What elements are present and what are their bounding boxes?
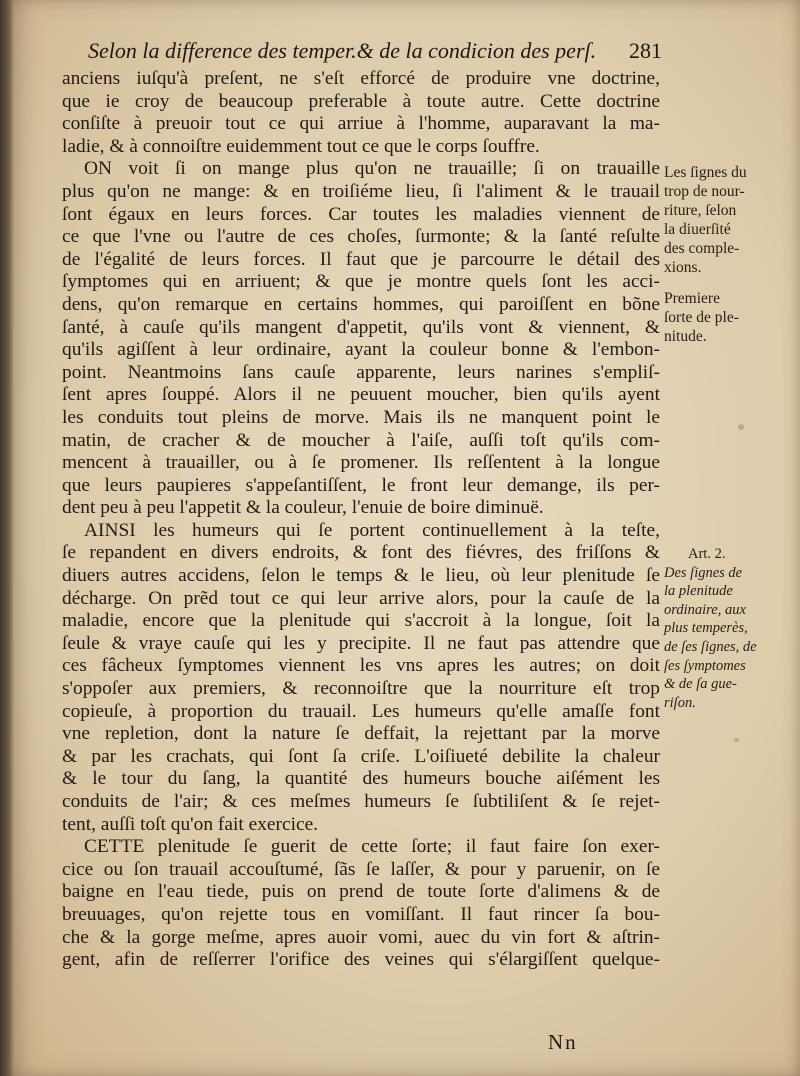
text-line: matin, de cracher & de moucher à l'aiſe, auſſi toſt qu'ils com- — [62, 429, 660, 451]
text-line: copieuſe, à proportion du trauail. Les humeurs qu'elle amaſſe font — [62, 700, 660, 722]
text-line: maladie, encore que la plenitude qui s'accroit à la longue, ſoit la — [62, 610, 660, 632]
signature-mark: Nn — [548, 1030, 578, 1054]
margin-note-line: des comple- — [664, 240, 740, 257]
margin-note-line: plus temperès, — [664, 620, 748, 637]
text-line: ſont égaux en leurs forces. Car toutes les maladies viennent de — [62, 203, 660, 225]
text-line: dens, qu'on remarque en certains hommes, qui paroiſſent en bõne — [62, 293, 660, 315]
margin-note-line: nitude. — [664, 328, 707, 345]
text-line: gent, afin de reſſerrer l'orifice des veines qui s'élargiſſent quelque- — [62, 949, 660, 971]
margin-note-line: ordinaire, aux — [664, 601, 746, 618]
margin-note-line: & de ſa gue- — [664, 676, 737, 693]
text-line: qu'ils agiſſent à leur ordinaire, ayant la couleur bonne & l'embon- — [62, 339, 660, 361]
text-line: ces fâcheux ſymptomes viennent les vns apres les autres; on doit — [62, 655, 660, 677]
running-title: Selon la difference des temper.& de la condicion des perſ. — [88, 38, 597, 63]
margin-note-line: riture, ſelon — [664, 202, 737, 219]
text-line: que leurs paupieres s'appeſantiſſent, le front leur demange, ils per- — [62, 474, 660, 496]
margin-note-line: la diuerſité — [664, 221, 731, 238]
margin-note-line: xions. — [664, 259, 702, 276]
margin-note-line: Premiere — [664, 290, 720, 307]
margin-note-line: ſorte de ple- — [664, 309, 739, 326]
text-line: ſeule & vraye cauſe qui les y precipite. Il ne faut pas attendre que — [62, 632, 660, 654]
article-label: Art. 2. — [688, 546, 726, 562]
text-line: & par les crachats, qui ſont ſa criſe. L'oiſiueté debilite la chaleur — [62, 745, 660, 767]
margin-note-line: Des ſignes de — [664, 564, 743, 581]
margin-note-line: la plenitude — [664, 583, 733, 600]
main-text-block — [62, 68, 660, 972]
text-line: de l'égalité de leurs forces. Il faut que je parcourre le détail des — [62, 248, 660, 270]
text-line: AINSI les humeurs qui ſe portent continuellement à la teſte, — [84, 519, 660, 541]
margin-note-line: ſes ſymptomes — [664, 657, 746, 674]
text-line: CETTE plenitude ſe guerit de cette ſorte; il faut faire ſon exer- — [84, 836, 660, 858]
text-line: & le tour du ſang, la quantité des humeurs bouche aiſément les — [62, 768, 660, 790]
text-line: ſent apres ſouppé. Alors il ne peuuent moucher, bien qu'ils ayent — [62, 384, 660, 406]
text-line: breuuages, qu'on rejette tous en vomiſſant. Il faut rincer ſa bou- — [62, 903, 660, 925]
text-line: tent, auſſi toſt qu'on fait exercice. — [62, 813, 319, 835]
text-line: vne repletion, dont la nature ſe deffait, la rejettant par la morve — [62, 723, 660, 745]
binding-gutter — [0, 0, 14, 1076]
text-line: que ie croy de beaucoup preferable à toute autre. Cette doctrine — [62, 90, 660, 112]
text-line: ſanté, à cauſe qu'ils mangent d'appetit, qu'ils vont & viennent, & — [62, 316, 660, 338]
paper-stain — [738, 424, 744, 430]
text-line: baigne en l'eau tiede, puis on prend de toute ſorte d'alimens & de — [62, 881, 660, 903]
page-number: 281 — [629, 38, 662, 63]
text-line: ladie, & à connoiſtre euidemment tout ce que le corps ſouffre. — [62, 135, 540, 157]
text-line: point. Neantmoins ſans cauſe apparente, leurs narines s'empliſ- — [62, 361, 660, 383]
margin-note-line: Les ſignes du — [664, 164, 747, 181]
text-line: ON voit ſi on mange plus qu'on ne trauaille; ſi on trauaille — [84, 158, 660, 180]
text-line: s'oppoſer aux premiers, & reconnoiſtre que la nourriture eſt trop — [62, 678, 660, 700]
text-line: décharge. On prẽd tout ce qui leur arrive alors, pour la cauſe de la — [62, 587, 660, 609]
text-line: conduits de l'air; & ces meſmes humeurs ſe ſubtiliſent & ſe rejet- — [62, 791, 660, 812]
text-line: che & la gorge meſme, apres auoir vomi, auec du vin fort & aſtrin- — [62, 926, 660, 948]
text-line: ſymptomes qui en arriuent; & que je montre quels ſont les acci- — [62, 271, 660, 293]
text-line: diuers autres accidens, ſelon le temps & le lieu, où leur plenitude ſe — [62, 565, 660, 587]
margin-note-first-kind-of-plenitude — [664, 289, 794, 346]
margin-note-line: riſon. — [664, 694, 696, 711]
margin-note-article-2 — [664, 545, 794, 712]
text-line: mencent à trauailler, ou à ſe promener. Ils reſſentent à la longue — [62, 452, 660, 474]
text-line: ce que l'vne ou l'autre de ces choſes, ſurmonte; & la ſanté reſulte — [62, 226, 660, 248]
margin-note-line: de ſes ſignes, de — [664, 638, 757, 655]
text-line: plus qu'on ne mange: & en troiſiéme lieu, ſi l'aliment & le trauail — [62, 180, 660, 202]
running-header — [88, 38, 662, 72]
text-line: ſe repandent en divers endroits, & font des fiévres, des friſſons & — [62, 542, 660, 564]
text-line: dent peu à peu l'appetit & la couleur, l'enuie de boire diminuë. — [62, 497, 544, 519]
text-line: anciens iuſqu'à preſent, ne s'eſt efforcé de produire vne doctrine, — [62, 68, 660, 89]
text-line: conſiſte à preuoir tout ce qui arriue à l'homme, auparavant la ma- — [62, 113, 660, 135]
margin-note-signs-of-excess-nourishment — [664, 163, 794, 277]
text-line: cice ou ſon trauail accouſtumé, ſãs ſe laſſer, & pour y paruenir, on ſe — [62, 858, 660, 880]
article-2-summary — [664, 564, 794, 713]
text-line: les conduits tout pleins de morve. Mais ils ne manquent point le — [62, 406, 660, 428]
margin-note-line: trop de nour- — [664, 183, 745, 200]
paper-stain — [734, 738, 739, 742]
